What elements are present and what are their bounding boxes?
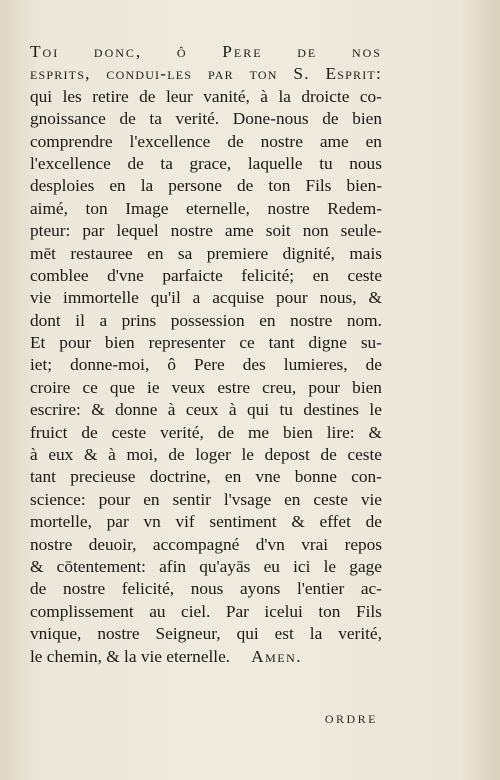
word: escrire: <box>30 400 81 420</box>
word: possession <box>170 310 245 330</box>
word: la <box>140 176 154 196</box>
word: comprendre <box>30 131 113 151</box>
word: parfaicte <box>162 265 223 285</box>
word: ô <box>167 355 176 375</box>
word: de <box>322 109 339 129</box>
word: bonne <box>294 467 337 487</box>
word: qu'ayās <box>199 556 251 576</box>
word: eternelle, <box>186 198 250 218</box>
text-line <box>30 354 382 376</box>
word: de <box>365 512 382 532</box>
word: lumieres, <box>283 355 348 375</box>
word: complissement <box>30 601 134 621</box>
word: prins <box>121 310 157 330</box>
word: verité. <box>175 109 220 129</box>
word: vne <box>255 467 281 487</box>
word: nostre <box>267 198 310 218</box>
word: retire <box>92 86 129 106</box>
text-line <box>30 41 382 63</box>
word: ce <box>239 333 255 353</box>
word: ce <box>82 377 98 397</box>
word: nostre <box>260 131 303 151</box>
word: verité, <box>338 624 382 644</box>
word: les <box>62 86 82 106</box>
word: effet <box>319 512 351 532</box>
word: de <box>227 131 244 151</box>
word: Fils <box>355 601 382 621</box>
word: esprits, <box>30 64 91 84</box>
word: d'vne <box>107 265 144 285</box>
word: ceste <box>347 445 382 465</box>
word: de <box>127 153 144 173</box>
word: ame <box>319 131 349 151</box>
word: gnoissance <box>30 109 106 129</box>
word: tu <box>319 153 333 173</box>
word: de <box>297 42 318 61</box>
word: felicité; <box>241 265 295 285</box>
text-line <box>30 444 382 466</box>
word: Pere <box>193 355 225 375</box>
word: Image <box>125 198 169 218</box>
word: depost <box>264 445 310 465</box>
word: de <box>139 86 156 106</box>
word: repos <box>344 534 382 554</box>
word: ceste <box>347 265 382 285</box>
word: bien <box>352 109 382 129</box>
word: de <box>30 579 47 599</box>
word: il <box>75 310 85 330</box>
word: nostre <box>30 534 73 554</box>
word: ciel. <box>181 601 211 621</box>
word: le <box>323 556 337 576</box>
word: en <box>109 176 126 196</box>
word: me <box>247 422 270 442</box>
word: & <box>368 422 382 442</box>
word: vanité, <box>203 86 250 106</box>
word: des <box>242 355 266 375</box>
text-line <box>30 578 382 600</box>
word: leur <box>165 86 193 106</box>
word: l'vsage <box>223 489 272 509</box>
word: mēt <box>30 243 56 263</box>
word: verité, <box>160 422 204 442</box>
word: representer <box>148 333 226 353</box>
word: & <box>368 288 382 308</box>
word: à <box>260 86 268 106</box>
word: aimé, <box>30 198 68 218</box>
word: loger <box>195 445 231 465</box>
word: bien- <box>346 176 382 196</box>
text-line <box>30 556 382 578</box>
word: vie <box>360 489 382 509</box>
word: de <box>119 109 136 129</box>
word: a <box>192 288 201 308</box>
word: Pere <box>222 42 263 61</box>
word: persone <box>168 176 222 196</box>
word: nostre <box>290 310 333 330</box>
word: ton <box>268 176 291 196</box>
word: ame <box>224 221 254 241</box>
word: croire <box>30 377 71 397</box>
word: Et <box>30 333 46 353</box>
word: de <box>217 422 235 442</box>
text-line <box>30 511 382 533</box>
word: Toi <box>30 42 60 61</box>
word: bien <box>104 333 135 353</box>
word: Redem- <box>327 198 382 218</box>
word: l'excellence <box>129 131 211 151</box>
word: ceste <box>313 489 348 509</box>
text-line <box>30 332 382 354</box>
word: sa <box>177 243 193 263</box>
word: pour <box>59 333 91 353</box>
word: lire: <box>326 422 355 442</box>
word: estre <box>217 377 250 397</box>
word: par <box>207 64 234 84</box>
word: veux <box>171 377 206 397</box>
word: Esprit: <box>325 64 382 84</box>
word: pour <box>98 489 131 509</box>
word: ceste <box>111 422 147 442</box>
word: & <box>83 445 98 465</box>
word: vif <box>175 512 195 532</box>
word: à <box>228 400 237 420</box>
word: acquise <box>212 288 265 308</box>
word: comblee <box>30 265 89 285</box>
word: lequel <box>116 221 159 241</box>
word: à <box>108 445 116 465</box>
word: nostre <box>170 221 213 241</box>
text-line: le chemin, & la vie eternelle. Amen. <box>30 646 382 668</box>
word: la <box>278 86 291 106</box>
word: laquelle <box>247 153 303 173</box>
word: iet; <box>30 355 53 375</box>
text-line <box>30 377 382 399</box>
word: en <box>365 131 382 151</box>
text-line <box>30 601 382 623</box>
text-line <box>30 265 382 287</box>
text-line <box>30 422 382 444</box>
word: soit <box>265 221 291 241</box>
word: nos <box>351 42 382 61</box>
word: fruict <box>30 422 68 442</box>
text-line <box>30 287 382 309</box>
word: nous <box>190 579 224 599</box>
word: destines <box>303 400 359 420</box>
word: restauree <box>70 243 133 263</box>
word: doctrine, <box>149 467 211 487</box>
word: en <box>259 310 276 330</box>
word: nom. <box>346 310 382 330</box>
word: ie <box>147 377 160 397</box>
word: en <box>284 489 301 509</box>
word: de <box>320 445 337 465</box>
text-line <box>30 175 382 197</box>
word: pour <box>308 377 341 397</box>
word: en <box>143 489 160 509</box>
word: tu <box>279 400 293 420</box>
word: deuoir, <box>88 534 137 554</box>
word: nous <box>349 153 382 173</box>
word: Fils <box>305 176 332 196</box>
word: bien <box>352 377 382 397</box>
word: que <box>109 377 135 397</box>
word: ton <box>249 64 278 84</box>
word: & <box>30 556 44 576</box>
closing-amen: Amen. <box>251 646 303 666</box>
text-line <box>30 198 382 220</box>
text-line <box>30 534 382 556</box>
word: par <box>106 512 129 532</box>
word: ta <box>149 109 162 129</box>
word: par <box>82 221 105 241</box>
word: cōtentement: <box>56 556 146 576</box>
word: qui <box>30 86 53 106</box>
word: de <box>81 422 98 442</box>
word: moi, <box>126 445 158 465</box>
word: est <box>274 624 294 644</box>
text-line <box>30 489 382 511</box>
text-line <box>30 86 382 108</box>
word: qui <box>246 400 270 420</box>
word: la <box>309 624 323 644</box>
word: de <box>237 176 254 196</box>
prayer-text <box>30 41 382 668</box>
word: science: <box>30 489 86 509</box>
word: pour <box>275 288 308 308</box>
word: vnique, <box>30 624 82 644</box>
word: creu, <box>262 377 297 397</box>
word: vn <box>143 512 161 532</box>
text-line <box>30 153 382 175</box>
word: ceux <box>185 400 219 420</box>
word: donne-moi, <box>70 355 150 375</box>
word: donc, <box>93 42 143 61</box>
text-line <box>30 131 382 153</box>
word: qu'il <box>150 288 181 308</box>
word: en <box>147 243 164 263</box>
word: Seigneur, <box>155 624 221 644</box>
word: nous, <box>319 288 357 308</box>
word: S. <box>293 64 310 84</box>
word: digne <box>308 333 347 353</box>
word: droicte <box>301 86 350 106</box>
word: le <box>369 400 382 420</box>
word: & <box>91 400 105 420</box>
word: au <box>149 601 166 621</box>
word: bien <box>283 422 313 442</box>
word: & <box>291 512 305 532</box>
word: su- <box>360 333 382 353</box>
word: ta <box>160 153 173 173</box>
text-line <box>30 63 382 85</box>
word: ayons <box>240 579 281 599</box>
word: le <box>241 445 254 465</box>
word: donne <box>115 400 158 420</box>
word: en <box>224 467 242 487</box>
word: immortelle <box>63 288 139 308</box>
word: qui <box>236 624 259 644</box>
text-line <box>30 220 382 242</box>
word: nostre <box>62 579 106 599</box>
word: gage <box>349 556 382 576</box>
word: a <box>99 310 108 330</box>
word: seule- <box>340 221 382 241</box>
word: eux <box>48 445 74 465</box>
word: pteur: <box>30 221 71 241</box>
word: mortelle, <box>30 512 92 532</box>
word: l'entier <box>296 579 345 599</box>
word: à <box>167 400 176 420</box>
word: dignité, <box>282 243 335 263</box>
text-line <box>30 623 382 645</box>
word: en <box>312 265 329 285</box>
word: ô <box>176 42 188 61</box>
word: felicité, <box>121 579 175 599</box>
word: tant <box>268 333 295 353</box>
word: premiere <box>206 243 269 263</box>
word: vie <box>30 288 52 308</box>
word: nostre <box>97 624 140 644</box>
word: d'vn <box>255 534 285 554</box>
word: condui-les <box>106 64 193 84</box>
word: icelui <box>264 601 303 621</box>
word: ton <box>318 601 341 621</box>
word: de <box>365 355 382 375</box>
word: eu <box>263 556 280 576</box>
word: precieuse <box>70 467 136 487</box>
text-line <box>30 310 382 332</box>
word: à <box>30 445 38 465</box>
word: l'excellence <box>30 153 111 173</box>
word: desploies <box>30 176 95 196</box>
text-line <box>30 108 382 130</box>
word: mais <box>349 243 382 263</box>
word: Done-nous <box>232 109 309 129</box>
word: tant <box>30 467 56 487</box>
word: dont <box>30 310 61 330</box>
word: non <box>302 221 329 241</box>
text-line <box>30 243 382 265</box>
word: vrai <box>301 534 329 554</box>
word: co- <box>359 86 382 106</box>
word: de <box>168 445 185 465</box>
word: ac- <box>360 579 382 599</box>
word: ton <box>85 198 108 218</box>
word: sentir <box>172 489 211 509</box>
text-line <box>30 466 382 488</box>
word: con- <box>351 467 382 487</box>
word: accompagné <box>152 534 240 554</box>
text-line <box>30 399 382 421</box>
word: grace, <box>189 153 232 173</box>
word: ici <box>293 556 311 576</box>
word: afin <box>159 556 187 576</box>
word: Par <box>225 601 249 621</box>
catchword: ORDRE <box>324 712 378 726</box>
word: sentiment <box>209 512 277 532</box>
